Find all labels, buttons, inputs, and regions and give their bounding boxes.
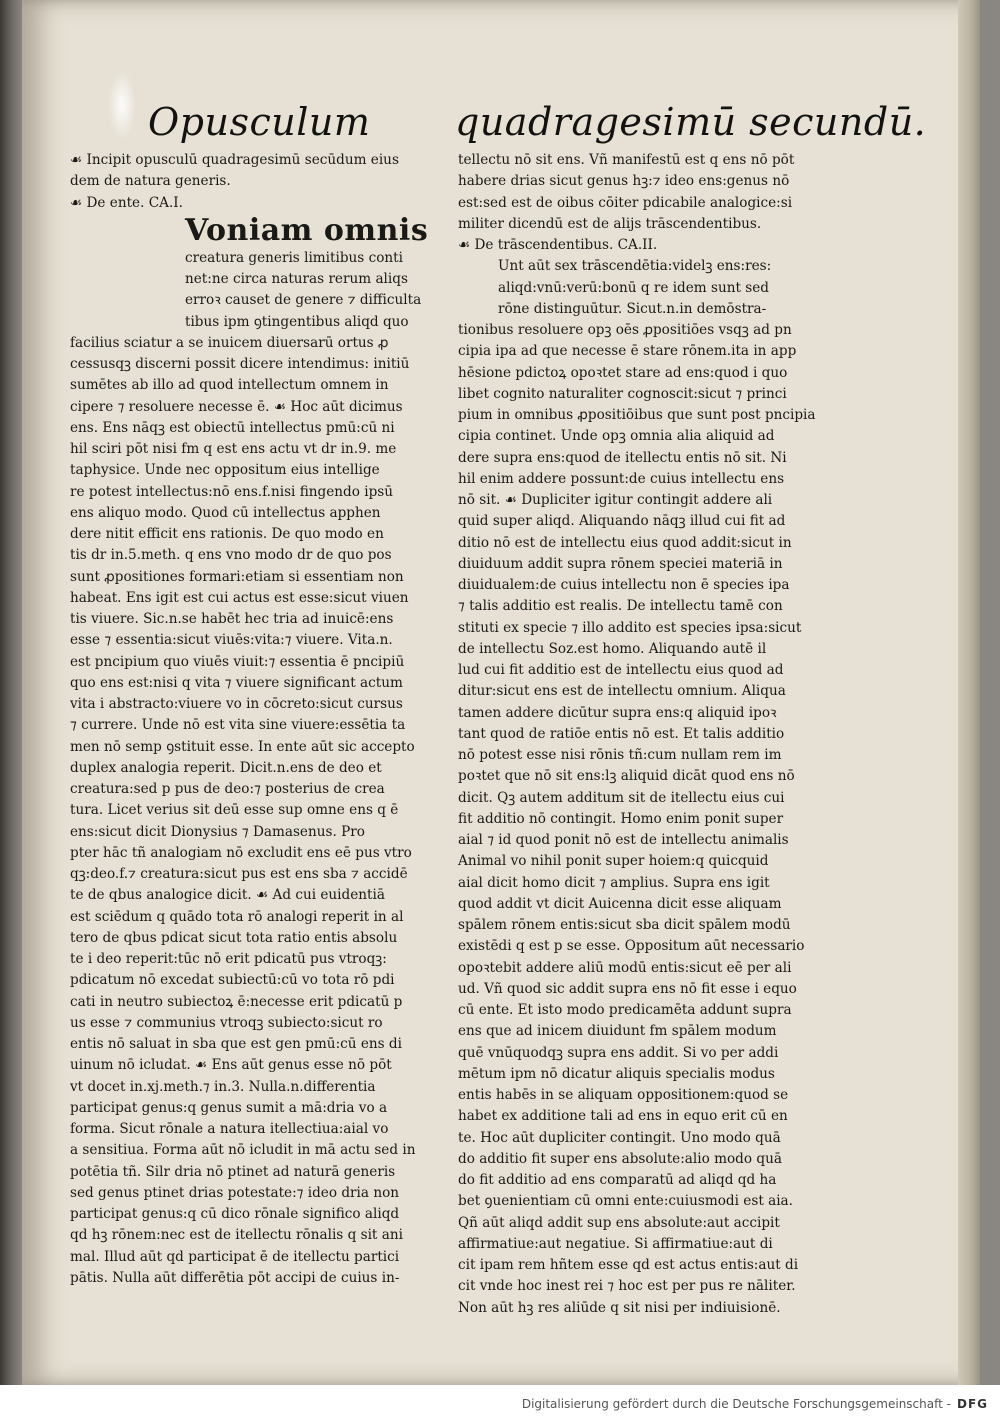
text-line: forma. Sicut rōnale a natura itellectiua:aial vo bbox=[70, 1121, 389, 1137]
text-line: qd hꝫ rōnem:nec est de itellectu rōnalis q sit ani bbox=[70, 1227, 403, 1244]
text-line: ens:sicut dicit Dionysius ⁊ Damasenus. Pro bbox=[70, 823, 365, 840]
text-line: ens que ad inicem diuidunt fm spālem modum bbox=[458, 1023, 777, 1040]
text-line: cit ipam rem hñtem esse qd est actus entis:aut di bbox=[458, 1257, 799, 1273]
text-line: quod addit vt dicit Auicenna dicit esse aliquam bbox=[458, 895, 782, 912]
page-fore-edge bbox=[958, 0, 980, 1385]
text-line: Qñ aūt aliqd addit sup ens absolute:aut accipit bbox=[458, 1214, 780, 1231]
text-line: pium in omnibus ꝓpositiōibus que sunt post pncipia bbox=[458, 407, 816, 423]
dfg-logo: DFG bbox=[956, 1397, 988, 1411]
text-line: tis viuere. Sic.n.se habēt hec tria ad inuicē:ens bbox=[70, 611, 394, 627]
text-line: sunt ꝓpositiones formari:etiam si essentiam non bbox=[70, 568, 404, 585]
text-line: mētum ipm nō dicatur aliquis specialis modus bbox=[458, 1065, 775, 1082]
text-line: cipere ⁊ resoluere necesse ē. ☙ Hoc aūt dicimus bbox=[70, 398, 403, 415]
text-line: aial dicit homo dicit ⁊ amplius. Supra ens igit bbox=[458, 874, 770, 891]
text-line: ud. Vñ quod sic addit supra ens nō fit esse i equo bbox=[458, 980, 797, 997]
text-line: dere supra ens:quod de itellectu entis nō sit. Ni bbox=[458, 449, 787, 466]
text-line: entis habēs in se aliquam oppositionem:quod se bbox=[458, 1087, 789, 1103]
text-line: aliqd:vnū:verū:bonū q re idem sunt sed bbox=[498, 279, 770, 296]
text-line: a sensitiua. Forma aūt nō icludit in mā actu sed in bbox=[70, 1142, 416, 1159]
text-line: qꝫ:deo.f.⁊ creatura:sicut pus est ens sba ⁊ accidē bbox=[70, 866, 408, 882]
text-line: duplex analogia reperit. Dicit.n.ens de deo et bbox=[70, 759, 382, 776]
text-line: tellectu nō sit ens. Vñ manifestū est q ens nō pōt bbox=[458, 152, 795, 168]
text-line: te i deo reperit:tūc nō erit pdicatū pus vtroqꝫ: bbox=[70, 951, 387, 967]
text-line: vita i abstracto:viuere vo in cōcreto:sicut cursus bbox=[70, 696, 403, 712]
digitization-footer bbox=[0, 1385, 1000, 1423]
paper-damage-mark bbox=[108, 70, 136, 140]
text-line: Non aūt hꝫ res aliūde q sit nisi per indiuisionē. bbox=[458, 1299, 781, 1316]
text-line: lud cui fit additio est de intellectu eius quod ad bbox=[458, 662, 784, 678]
text-line: ditur:sicut ens est de intellectu omnium. Aliqua bbox=[458, 683, 786, 700]
text-line: ☙ Incipit opusculū quadragesimū secūdum eius bbox=[70, 152, 399, 168]
text-line: Unt aūt sex trāscendētia:videlꝫ ens:res: bbox=[498, 258, 772, 275]
text-line: affirmatiue:aut negatiue. Si affirmatiue:aut di bbox=[458, 1235, 773, 1252]
text-line: net:ne circa naturas rerum aliqs bbox=[185, 271, 408, 287]
text-line: taphysice. Unde nec oppositum eius intellige bbox=[70, 462, 380, 479]
text-line: mal. Illud aūt qd participat ē de itellectu partici bbox=[70, 1248, 400, 1265]
text-line: dicit. Qꝫ autem additum sit de itellectu eius cui bbox=[458, 789, 785, 806]
running-head-left: Opusculum bbox=[148, 100, 371, 144]
text-line: ens. Ens nāqꝫ est obiectū intellectus pmū:cū ni bbox=[70, 419, 395, 436]
text-line: rōne distinguūtur. Sicut.n.in demōstra- bbox=[498, 300, 767, 317]
text-line: quo ens est:nisi q vita ⁊ viuere significant actum bbox=[70, 674, 403, 691]
text-line: ditio nō est de intellectu eius quod addit:sicut in bbox=[458, 534, 792, 551]
text-line: us esse ⁊ communius vtroqꝫ subiecto:sicut ro bbox=[70, 1014, 383, 1031]
text-line: esse ⁊ essentia:sicut viuēs:vita:⁊ viuere. Vita.n. bbox=[70, 632, 393, 649]
text-line: hil sciri pōt nisi fm q est ens actu vt dr in.9. me bbox=[70, 441, 397, 457]
text-line: aial ⁊ id quod ponit nō est de intellectu animalis bbox=[458, 832, 789, 848]
text-line: pdicatum nō excedat subiectū:cū vo tota rō pdi bbox=[70, 972, 395, 989]
text-line: cessusqꝫ discerni possit dicere intendimus: initiū bbox=[70, 356, 410, 372]
text-line: do fit additio ad ens comparatū ad aliqd qd ha bbox=[458, 1172, 777, 1188]
text-line: dem de natura generis. bbox=[70, 173, 231, 190]
text-line: te de qbus analogice dicit. ☙ Ad cui euidentiā bbox=[70, 887, 385, 904]
text-line: Animal vo nihil ponit super hoiem:q quicquid bbox=[458, 853, 769, 870]
text-line: hēsione pdictoꝝ opoꝛtet stare ad ens:quod i quo bbox=[458, 364, 788, 381]
text-line: pātis. Nulla aūt differētia pōt accipi de cuius in- bbox=[70, 1269, 400, 1286]
text-line: tura. Licet verius sit deū esse sup omne ens q ē bbox=[70, 802, 399, 819]
text-line: est:sed est de oibus cōiter pdicabile analogice:si bbox=[458, 194, 793, 211]
text-line: diuiduum addit supra rōnem speciei materiā in bbox=[458, 555, 783, 572]
text-line: tamen addere dicūtur supra ens:q aliquid ipoꝛ bbox=[458, 704, 777, 721]
text-line: nō sit. ☙ Dupliciter igitur contingit addere ali bbox=[458, 492, 773, 508]
text-line: spālem rōnem entis:sicut sba dicit spālem modū bbox=[458, 917, 791, 933]
text-line: men nō semp ꝯstituit esse. In ente aūt sic accepto bbox=[70, 738, 415, 755]
text-line: tibus ipm ꝯtingentibus aliqd quo bbox=[185, 313, 409, 330]
text-line: ens aliquo modo. Quod cū intellectus apphen bbox=[70, 504, 381, 521]
text-line: habere drias sicut genus hꝫ:⁊ ideo ens:genus nō bbox=[458, 173, 790, 190]
text-line: ⁊ currere. Unde nō est vita sine viuere:essētia ta bbox=[70, 717, 406, 734]
text-line: re potest intellectus:nō ens.f.nisi fingendo ipsū bbox=[70, 483, 394, 500]
text-line: sed genus ptinet drias potestate:⁊ ideo dria non bbox=[70, 1184, 400, 1201]
text-line: opoꝛtebit addere aliū modū entis:sicut eē per ali bbox=[458, 959, 792, 976]
text-line: tero de qbus pdicat sicut tota ratio entis absolu bbox=[70, 929, 398, 946]
text-line: de intellectu Soz.est homo. Aliquando autē il bbox=[458, 640, 767, 657]
text-line: cū ente. Et isto modo predicamēta addunt supra bbox=[458, 1002, 792, 1018]
text-line: habeat. Ens igit est cui actus est esse:sicut viuen bbox=[70, 589, 409, 606]
running-head-right: quadragesimū secundū. bbox=[455, 100, 927, 144]
text-line: te. Hoc aūt dupliciter contingit. Uno modo quā bbox=[458, 1129, 781, 1146]
text-line: uinum nō icludat. ☙ Ens aūt genus esse nō pōt bbox=[70, 1057, 392, 1074]
text-line: erroꝛ causet de genere ⁊ difficulta bbox=[185, 292, 422, 309]
text-line: libet cognito naturaliter cognoscit:sicut ⁊ princi bbox=[458, 385, 787, 402]
text-line: ⁊ talis additio est realis. De intellectu tamē con bbox=[458, 598, 783, 615]
text-line: cati in neutro subiectoꝝ ē:necesse erit pdicatū p bbox=[70, 993, 403, 1010]
text-line: dere nitit efficit ens rationis. De quo modo en bbox=[70, 526, 384, 542]
text-line: quid super aliqd. Aliquando nāqꝫ illud cui fit ad bbox=[458, 513, 786, 530]
text-line: poꝛtet que nō sit ens:lꝫ aliquid dicāt quod ens nō bbox=[458, 768, 795, 785]
text-line: creatura:sed p pus de deo:⁊ posterius de crea bbox=[70, 781, 385, 797]
text-line: diuidualem:de cuius intellectu non ē species ipa bbox=[458, 577, 790, 593]
text-line: est sciēdum q quādo tota rō analogi reperit in al bbox=[70, 908, 404, 925]
text-line: cipia continet. Unde opꝫ omnia alia aliquid ad bbox=[458, 428, 775, 445]
text-line: fit additio nō contingit. Homo enim ponit super bbox=[458, 810, 784, 827]
funding-credit: Digitalisierung gefördert durch die Deutsche Forschungsgemeinschaft - bbox=[521, 1397, 951, 1411]
text-line: ☙ De ente. CA.I. bbox=[70, 194, 183, 211]
text-line: hil enim addere possunt:de cuius intellectu ens bbox=[458, 470, 785, 487]
text-line: existēdi q est p se esse. Oppositum aūt necessario bbox=[458, 938, 805, 955]
text-line: participat genus:q genus sumit a mā:dria vo a bbox=[70, 1099, 388, 1116]
right-text-column bbox=[458, 150, 823, 1319]
text-line: tionibus resoluere opꝫ oēs ꝓpositiōes vsqꝫ ad pn bbox=[458, 322, 792, 338]
text-line: do additio fit super ens absolute:alio modo quā bbox=[458, 1150, 782, 1167]
text-line: habet ex additione tali ad ens in equo erit cū en bbox=[458, 1108, 788, 1125]
text-line: Voniam omnis bbox=[185, 212, 429, 248]
text-line: participat genus:q cū dico rōnale significo aliqd bbox=[70, 1206, 400, 1222]
text-line: vt docet in.xj.meth.⁊ in.3. Nulla.n.differentia bbox=[70, 1078, 376, 1095]
text-line: sumētes ab illo ad quod intellectum omnem in bbox=[70, 377, 389, 394]
text-line: entis nō saluat in sba que est gen pmū:cū ens di bbox=[70, 1036, 402, 1052]
text-line: creatura generis limitibus conti bbox=[185, 249, 403, 266]
text-line: cit vnde hoc inest rei ⁊ hoc est per pus re nāliter. bbox=[458, 1278, 796, 1295]
text-line: potētia tñ. Silr dria nō ptinet ad naturā generis bbox=[70, 1163, 396, 1180]
text-line: tant quod de ratiōe entis nō est. Et talis additio bbox=[458, 725, 785, 742]
text-line: quē vnūquodqꝫ supra ens addit. Si vo per addi bbox=[458, 1044, 779, 1061]
text-line: bet ꝯuenientiam cū omni ente:cuiusmodi est aia. bbox=[458, 1193, 793, 1210]
text-line: pter hāc tñ analogiam nō excludit ens eē pus vtro bbox=[70, 844, 412, 861]
text-line: stituti ex specie ⁊ illo addito est species ipsa:sicut bbox=[458, 619, 802, 636]
text-line: tis dr in.5.meth. q ens vno modo dr de quo pos bbox=[70, 547, 392, 564]
text-line: militer dicendū est de alijs trāscendentibus. bbox=[458, 215, 762, 232]
text-line: facilius sciatur a se inuicem diuersarū ortus ꝓ bbox=[70, 334, 389, 351]
text-line: est pncipium quo viuēs viuit:⁊ essentia ē pncipiū bbox=[70, 653, 405, 670]
left-text-column bbox=[70, 150, 450, 1289]
text-line: cipia ipa ad que necesse ē stare rōnem.ita in app bbox=[458, 343, 797, 360]
text-line: ☙ De trāscendentibus. CA.II. bbox=[458, 237, 658, 253]
text-line: nō potest esse nisi rōnis tñ:cum nullam rem im bbox=[458, 747, 782, 763]
